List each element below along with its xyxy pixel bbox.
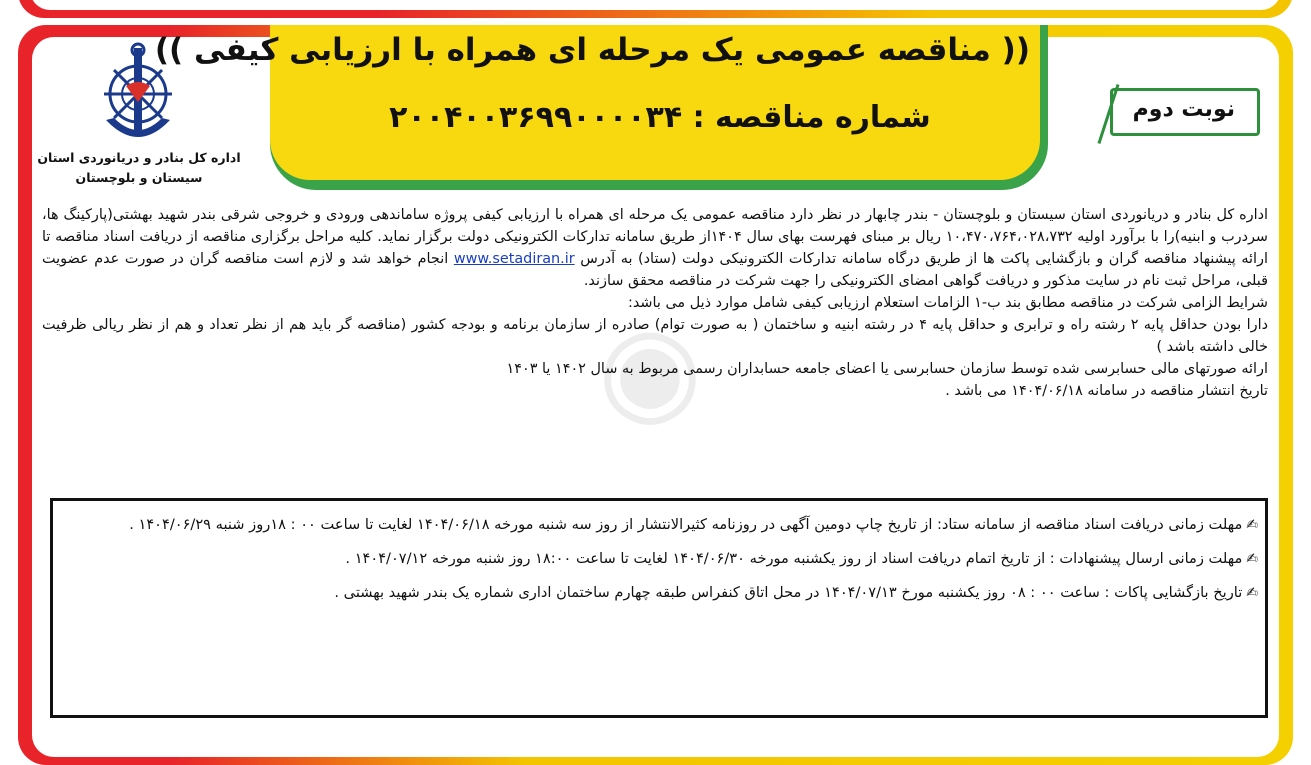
deadline-item-opening <box>62 580 1258 606</box>
deadline-item-proposals-text: مهلت زمانی ارسال پیشنهادات : از تاریخ اتمام دریافت اسناد از روز یکشنبه مورخه ۱۴۰۴/۰۶/۳۰ لغایت تا ساعت ۱۸:۰۰ روز شنبه مورخه ۱۴۰۴/۰۷/۱۲ . <box>345 550 1243 567</box>
notice-round-label: نوبت دوم <box>1132 97 1235 122</box>
organization-name-line1: اداره کل بنادر و دریانوردی استان <box>37 150 241 165</box>
setadiran-link[interactable]: www.setadiran.ir <box>453 251 575 267</box>
deadlines-list <box>62 512 1258 614</box>
top-border-strip <box>0 0 1311 22</box>
body-paragraph-1 <box>42 204 1268 292</box>
pen-icon: ✍ <box>1246 517 1258 533</box>
deadline-item-documents-text: مهلت زمانی دریافت اسناد مناقصه از سامانه ستاد: از تاریخ چاپ دومین آگهی در روزنامه کثیرالانتشار از روز سه شنبه مورخه ۱۴۰۴/۰۶/۱۸ لغایت تا ساعت ۰۰ : ۱۸روز شنبه ۱۴۰۴/۰۶/۲۹ . <box>129 516 1243 533</box>
body-paragraph-2: شرایط الزامی شرکت در مناقصه مطابق بند ب-۱ الزامات استعلام ارزیابی کیفی شامل موارد ذیل می باشد: <box>628 295 1268 311</box>
pen-icon: ✍ <box>1246 551 1258 567</box>
announcement-body <box>42 204 1268 402</box>
pen-icon: ✍ <box>1246 585 1258 601</box>
body-paragraph-1-end: انجام خواهد شد و لازم است مناقصه گران در صورت عدم عضویت قبلی، مراحل ثبت نام در سایت مذکور و دریافت گواهی امضای الکترونیکی را جهت شرکت در مناقصه محقق سازند. <box>42 251 1268 289</box>
deadline-item-proposals <box>62 546 1258 572</box>
anchor-logo-icon <box>96 42 180 152</box>
deadline-item-documents <box>62 512 1258 538</box>
body-paragraph-4: ارائه صورتهای مالی حسابرسی شده توسط سازمان حسابرسی یا اعضای جامعه حسابداران رسمی مربوط به سال ۱۴۰۲ یا ۱۴۰۳ <box>506 361 1268 377</box>
body-paragraph-3: دارا بودن حداقل پایه ۲ رشته راه و ترابری و حداقل پایه ۴ در رشته ابنیه و ساختمان ( به صورت توام) صادره از سازمان برنامه و بودجه کشور (مناقصه گر باید هم از نظر تعداد و هم از نظر ریالی ظرفیت خالی داشته باشد ) <box>42 317 1268 355</box>
tender-number: شماره مناقصه : ۲۰۰۴۰۰۳۶۹۹۰۰۰۰۳۴ <box>389 100 931 135</box>
organization-name <box>36 148 242 188</box>
organization-name-line2: سیستان و بلوچستان <box>75 170 203 185</box>
deadline-item-opening-text: تاریخ بازگشایی پاکات : ساعت ۰۰ : ۰۸ روز یکشنبه مورخ ۱۴۰۴/۰۷/۱۳ در محل اتاق کنفراس طبقه چهارم ساختمان اداری شماره یک بندر شهید بهشتی . <box>334 584 1243 601</box>
body-paragraph-1-start: اداره کل بنادر و دریانوردی استان سیستان و بلوچستان - بندر چابهار در نظر دارد مناقصه عمومی یک مرحله ای همراه با ارزیابی کیفی پروژه ساماندهی ورودی و خروجی شرقی بندر شهید بهشتی(پارکینگ ها، سردرب و ابنیه)را با برآورد اولیه ۱۰،۴۷۰،۷۶۴،۰۲۸،۷۳۲ ریال بر مبنای فهرست بهای سال ۱۴۰۴از طریق سامانه تدارکات الکترونیکی دولت برگزار نماید. کلیه مراحل برگزاری مناقصه از دریافت اسناد مناقصه تا ارائه پیشنهاد مناقصه گران و بازگشایی پاکت ها از طریق درگاه سامانه تدارکات الکترونیکی دولت (ستاد) به آدرس <box>42 207 1268 267</box>
notice-round-badge <box>1110 88 1260 136</box>
body-paragraph-5: تاریخ انتشار مناقصه در سامانه ۱۴۰۴/۰۶/۱۸ می باشد . <box>945 383 1268 399</box>
tender-title: (( مناقصه عمومی یک مرحله ای همراه با ارزیابی کیفی )) <box>154 32 1030 68</box>
